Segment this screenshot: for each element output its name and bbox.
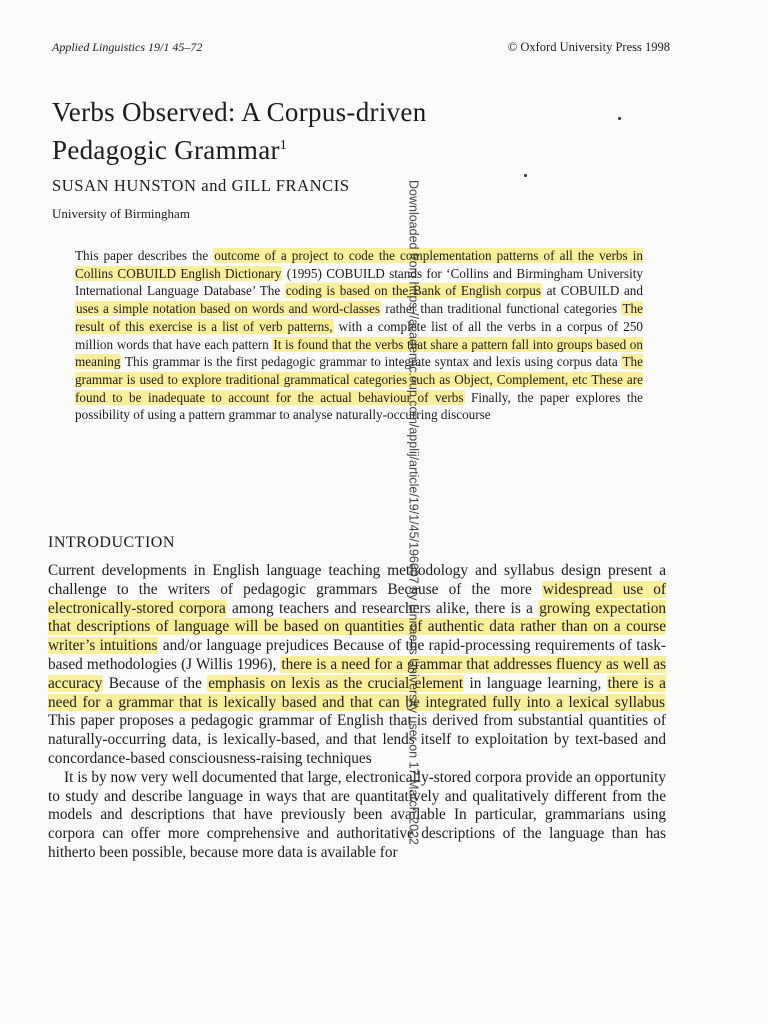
text-segment: This paper describes the xyxy=(75,248,214,263)
text-segment: in language learning, xyxy=(464,674,607,692)
highlighted-text: outcome of a project to code the complementation patterns of all the verbs in Collins COBUILD English Dictionary xyxy=(75,248,643,281)
body-text xyxy=(48,562,666,863)
text-segment: It is by now very well documented that large, electronically-stored corpora provide an opportunity to study and describe language in ways that are quantitatively and qualitatively different from the models and descriptions that have previously been available In particular, grammarians using corpora can offer more comprehensive and authoritative descriptions of the language than has hitherto been possible, because more data is available for xyxy=(48,768,666,861)
highlighted-text: there is a need for a grammar that is lexically based and that can be integrated fully into a lexical syllabus xyxy=(48,674,666,711)
scan-speck xyxy=(618,117,621,120)
title-footnote-mark[interactable]: 1 xyxy=(279,138,288,153)
highlighted-text: there is a need for a grammar that addresses fluency as well as accuracy xyxy=(48,655,666,692)
journal-citation: Applied Linguistics 19/1 45–72 xyxy=(52,40,203,54)
text-segment: This paper proposes a pedagogic grammar of English that is derived from substantial quantities of naturally-occurring data, is lexically-based, and that lends itself to exploitation by text-based and concordance-based consciousness-raising techniques xyxy=(48,712,666,767)
text-segment: This grammar is the first pedagogic grammar to integrate syntax and lexis using corpus data xyxy=(121,354,622,370)
article-title xyxy=(52,95,652,167)
highlighted-text: The result of this exercise is a list of verb patterns, xyxy=(75,301,643,334)
highlighted-text: coding is based on the Bank of English corpus xyxy=(285,283,541,299)
highlighted-text: emphasis on lexis as the crucial element xyxy=(208,674,464,692)
text-segment: with a complete list of all the verbs in a corpus of 250 million words that have each pattern xyxy=(75,318,644,352)
scan-speck xyxy=(524,174,527,177)
highlighted-text: uses a simple notation based on words and word-classes xyxy=(76,301,381,317)
text-segment: Current developments in English language teaching methodology and syllabus design present a challenge to the writers of pedagogic grammars Because of the more xyxy=(48,562,666,598)
text-segment: rather than traditional functional categories xyxy=(381,301,622,317)
text-segment: (1995) COBUILD stands for ‘Collins and Birmingham University International Language Database’ The xyxy=(75,265,643,299)
journal-header xyxy=(52,40,670,60)
author-affiliation: University of Birmingham xyxy=(52,206,190,221)
text-segment: Because of the xyxy=(103,674,208,692)
text-segment: among teachers and researchers alike, there is a xyxy=(226,599,539,617)
paragraph-1 xyxy=(48,562,666,769)
text-segment: at COBUILD and xyxy=(542,283,643,299)
section-heading-introduction: INTRODUCTION xyxy=(48,534,175,551)
author-names: SUSAN HUNSTON and GILL FRANCIS xyxy=(52,176,350,195)
highlighted-text: The grammar is used to explore traditional grammatical categories such as Object, Complement, etc These are found to be inadequate to account for the actual behaviour of verbs xyxy=(75,354,643,405)
text-segment: and/or language prejudices Because of the rapid-processing requirements of task-based methodologies (J Willis 1996), xyxy=(48,637,666,673)
download-watermark-text: Downloaded from https://academic.oup.com/applij/article/19/1/45/196607 by Linnaeus University user on 17 March 2022 xyxy=(406,180,421,845)
title-line-2: Pedagogic Grammar xyxy=(52,135,280,165)
highlighted-text: widespread use of electronically-stored corpora xyxy=(48,580,666,617)
copyright-notice: © Oxford University Press 1998 xyxy=(507,40,670,54)
title-line-1: Verbs Observed: A Corpus-driven xyxy=(52,97,427,127)
highlighted-text: growing expectation that descriptions of language will be based on quantities of authentic data rather than on a course writer’s intuitions xyxy=(48,599,666,655)
paragraph-2 xyxy=(48,769,666,863)
abstract xyxy=(75,247,643,424)
text-segment: Finally, the paper explores the possibility of using a pattern grammar to analyse naturally-occurring discourse xyxy=(75,389,643,423)
highlighted-text: It is found that the verbs that share a pattern fall into groups based on meaning xyxy=(75,336,643,370)
